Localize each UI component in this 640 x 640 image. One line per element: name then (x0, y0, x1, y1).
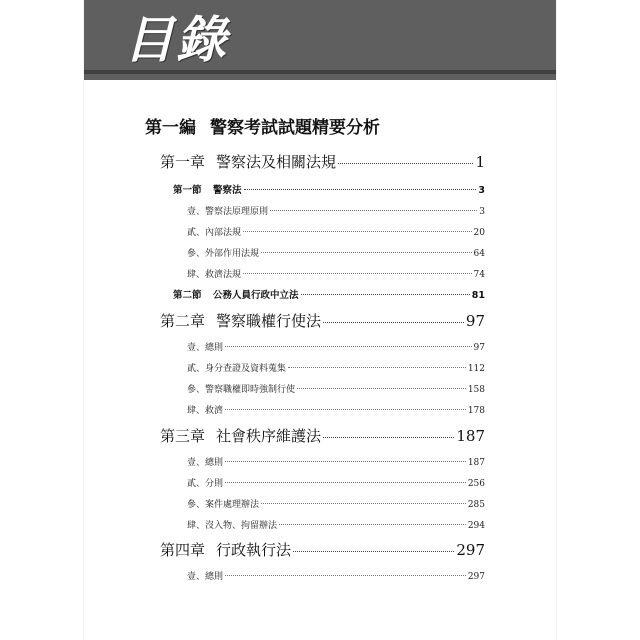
page-number: 97 (465, 312, 485, 330)
toc-section-1[interactable] (173, 184, 485, 198)
chapter-number: 第四章 (160, 541, 206, 559)
page-number: 3 (478, 185, 485, 196)
dot-leader (225, 409, 466, 410)
toc-item[interactable] (187, 477, 485, 491)
page-number: 112 (467, 364, 485, 374)
page-number: 64 (473, 249, 485, 259)
dot-leader (270, 210, 477, 211)
section-title: 警察法 (213, 185, 242, 196)
toc-chapter-2[interactable] (160, 311, 485, 331)
dot-leader (225, 482, 466, 483)
toc-chapter-3[interactable] (160, 426, 485, 446)
part-heading (145, 117, 525, 139)
item-title: 參、案件處理辦法 (187, 500, 260, 510)
page-number: 74 (473, 270, 485, 280)
item-title: 肆、救濟 (187, 406, 224, 416)
dot-leader (323, 322, 464, 323)
item-title: 貳、內部法規 (187, 228, 242, 238)
page-title: 目錄 (124, 11, 228, 69)
page-number: 97 (473, 343, 485, 353)
item-title: 貳、分則 (187, 479, 224, 489)
item-title: 貳、身分查證及資料蒐集 (187, 364, 287, 374)
page-number: 158 (467, 385, 485, 395)
chapter-number: 第二章 (160, 312, 206, 330)
toc-item[interactable] (187, 519, 485, 533)
page-number: 81 (471, 290, 485, 301)
toc-item[interactable] (187, 341, 485, 355)
chapter-title: 社會秩序維護法 (216, 427, 322, 445)
section-number: 第二節 (173, 290, 202, 301)
part-title-text: 警察考試試題精要分析 (210, 118, 380, 138)
toc-section-2[interactable] (173, 289, 485, 303)
toc-item[interactable] (187, 268, 485, 282)
toc-chapter-4[interactable] (160, 540, 485, 560)
item-title: 壹、總則 (187, 572, 224, 582)
page-number: 256 (467, 479, 485, 489)
toc-item[interactable] (187, 205, 485, 219)
page-number: 20 (473, 228, 485, 238)
dot-leader (261, 503, 466, 504)
page-number: 285 (467, 500, 485, 510)
toc-item[interactable] (187, 570, 485, 584)
section-number: 第一節 (173, 185, 202, 196)
item-title: 肆、救濟法規 (187, 270, 242, 280)
page-number: 297 (467, 572, 485, 582)
dot-leader (243, 273, 472, 274)
dot-leader (225, 575, 466, 576)
chapter-title: 警察法及相關法規 (216, 153, 337, 171)
dot-leader (323, 437, 454, 438)
toc-item[interactable] (187, 498, 485, 512)
page-number: 297 (456, 541, 485, 559)
dot-leader (244, 189, 477, 190)
page-number: 1 (475, 153, 485, 171)
toc-item[interactable] (187, 362, 485, 376)
toc-item[interactable] (187, 247, 485, 261)
chapter-title: 行政執行法 (216, 541, 292, 559)
chapter-number: 第一章 (160, 153, 206, 171)
page-number: 294 (467, 521, 485, 531)
toc-chapter-1[interactable] (160, 152, 485, 172)
item-title: 壹、總則 (187, 458, 224, 468)
dot-leader (243, 231, 472, 232)
toc-item[interactable] (187, 383, 485, 397)
page-number: 178 (467, 406, 485, 416)
item-title: 壹、總則 (187, 343, 224, 353)
page-number: 187 (456, 427, 485, 445)
section-title: 公務人員行政中立法 (213, 290, 299, 301)
chapter-title: 警察職權行使法 (216, 312, 322, 330)
dot-leader (338, 163, 473, 164)
page-number: 187 (467, 458, 485, 468)
chapter-number: 第三章 (160, 427, 206, 445)
dot-leader (297, 388, 466, 389)
part-number: 第一編 (145, 118, 196, 138)
item-title: 參、外部作用法規 (187, 249, 260, 259)
header-banner (84, 0, 556, 80)
dot-leader (279, 524, 466, 525)
dot-leader (261, 252, 472, 253)
page-number: 3 (479, 207, 485, 217)
toc-item[interactable] (187, 226, 485, 240)
dot-leader (293, 551, 454, 552)
dot-leader (301, 294, 470, 295)
dot-leader (288, 367, 466, 368)
item-title: 壹、警察法原理原則 (187, 207, 269, 217)
item-title: 肆、沒入物、拘留辦法 (187, 521, 278, 531)
banner-stripe (84, 70, 556, 74)
item-title: 參、警察職權即時強制行使 (187, 385, 296, 395)
dot-leader (225, 461, 466, 462)
dot-leader (225, 346, 472, 347)
toc-item[interactable] (187, 404, 485, 418)
toc-item[interactable] (187, 456, 485, 470)
